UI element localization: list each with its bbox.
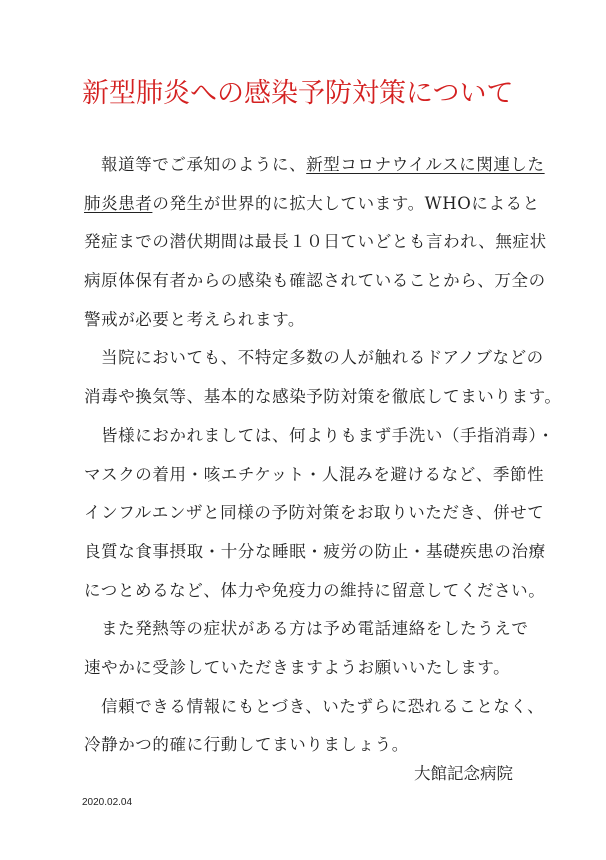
- paragraph-line: 冷静かつ的確に行動してまいりましょう。: [84, 735, 409, 755]
- paragraph-line: インフルエンザと同様の予防対策をお取りいただき、併せて: [84, 503, 545, 523]
- paragraph-line: 信頼できる情報にもとづき、いたずらに恐れることなく、: [101, 696, 545, 716]
- paragraph-line: 皆様におかれましては、何よりもまず手洗い（手指消毒）・: [101, 425, 555, 445]
- line-text: 報道等でご承知のように、: [101, 155, 307, 174]
- document-date: 2020.02.04: [82, 797, 133, 808]
- paragraph-line: 良質な食事摂取・十分な睡眠・疲労の防止・基礎疾患の治療: [84, 541, 546, 561]
- paragraph-line: [84, 185, 540, 224]
- paragraph-line: 速やかに受診していただきますようお願いいたします。: [84, 657, 511, 677]
- paragraph-line: 警戒が必要と考えられます。: [84, 309, 305, 329]
- notice-title: 新型肺炎への感染予防対策について: [82, 78, 514, 109]
- paragraph-line: につとめるなど、体力や免疫力の維持に留意してください。: [84, 580, 546, 600]
- hospital-signature: 大館記念病院: [414, 764, 513, 783]
- paragraph-line: [84, 146, 545, 185]
- notice-body: [84, 146, 562, 765]
- underlined-text: 肺炎患者: [84, 193, 153, 213]
- paragraph-line: 発症までの潜伏期間は最長１０日ていどとも言われ、無症状: [84, 232, 547, 252]
- underlined-text: 新型コロナウイルスに関連した: [306, 155, 545, 174]
- paragraph-line: 消毒や換気等、基本的な感染予防対策を徹底してまいります。: [84, 387, 562, 407]
- paragraph-line: 病原体保有者からの感染も確認されていることから、万全の: [84, 271, 546, 291]
- paragraph-line: 当院においても、不特定多数の人が触れるドアノブなどの: [101, 348, 544, 368]
- paragraph-line: また発熱等の症状がある方は予め電話連絡をしたうえで: [101, 619, 529, 639]
- line-text: の発生が世界的に拡大しています。WHOによると: [152, 193, 540, 213]
- paragraph-line: マスクの着用・咳エチケット・人混みを避けるなど、季節性: [84, 464, 545, 484]
